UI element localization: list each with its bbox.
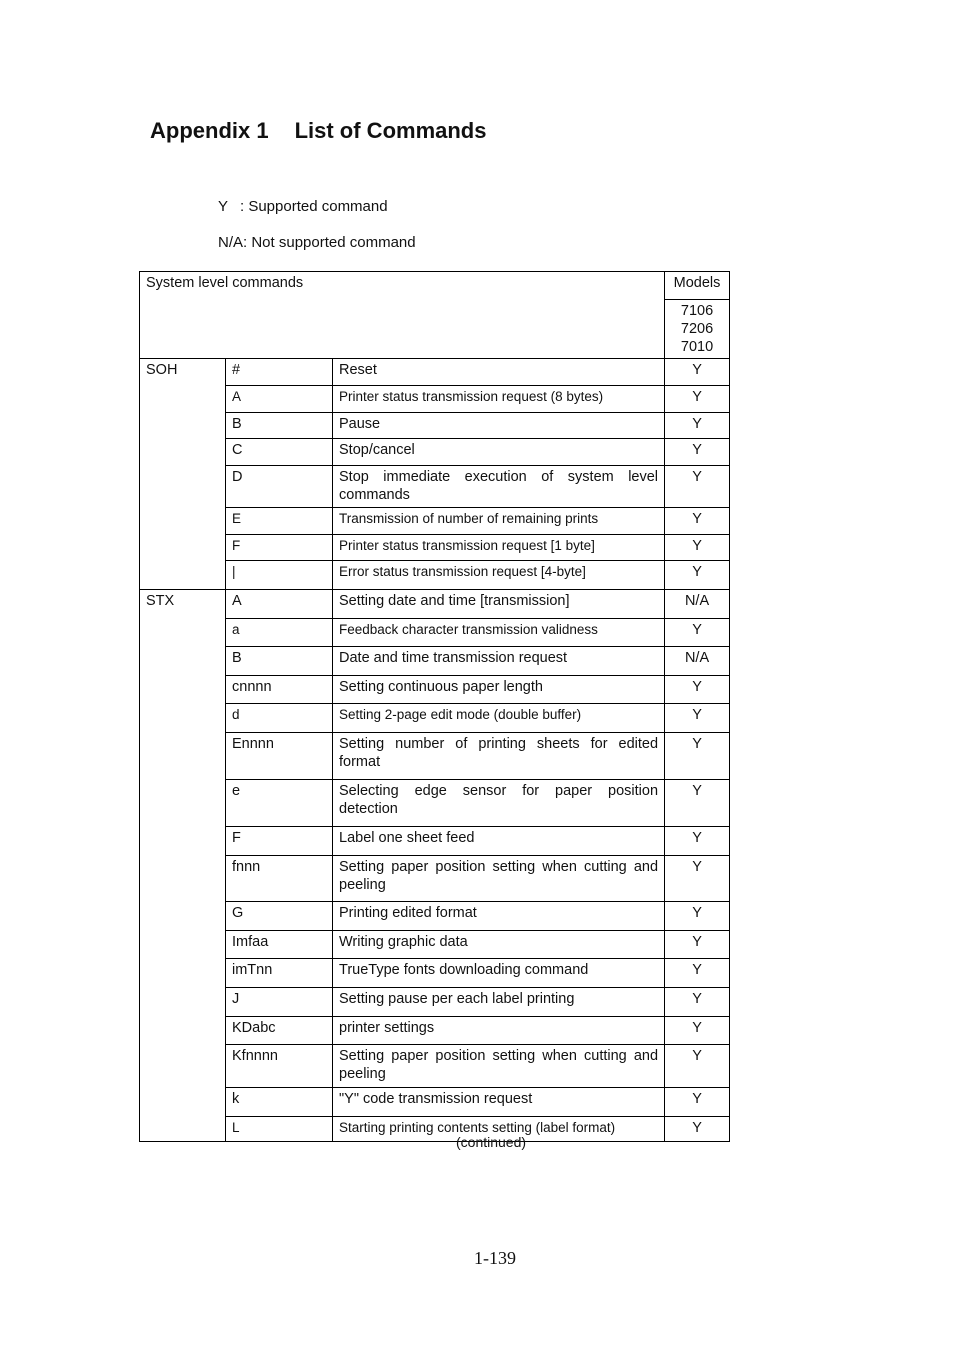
model-number: 7106 — [680, 303, 714, 319]
command-code: F — [226, 535, 333, 561]
command-description: printer settings — [333, 1017, 665, 1045]
legend-na-text: N/A: Not supported command — [218, 234, 416, 251]
command-description: Reset — [333, 359, 665, 386]
support-status: Y — [665, 1017, 730, 1045]
support-status: Y — [665, 676, 730, 704]
model-number: 7206 — [680, 321, 714, 337]
command-code: B — [226, 413, 333, 439]
support-status: Y — [665, 704, 730, 733]
page-number: 1-139 — [474, 1248, 516, 1268]
command-row — [140, 413, 730, 439]
command-description: Starting printing contents setting (label format) — [333, 1117, 665, 1142]
appendix-label: Appendix 1 — [150, 118, 269, 143]
support-status: Y — [665, 1045, 730, 1088]
support-status: N/A — [665, 647, 730, 676]
command-code: # — [226, 359, 333, 386]
command-row — [140, 856, 730, 902]
command-description: Stop immediate execution of system level commands — [333, 466, 665, 508]
command-row — [140, 439, 730, 466]
support-status: Y — [665, 466, 730, 508]
command-code: Ennnn — [226, 733, 333, 780]
command-code: L — [226, 1117, 333, 1142]
command-description: Label one sheet feed — [333, 827, 665, 856]
command-description: "Y" code transmission request — [333, 1088, 665, 1117]
support-status: N/A — [665, 590, 730, 619]
command-code: D — [226, 466, 333, 508]
command-row — [140, 590, 730, 619]
command-row — [140, 386, 730, 413]
support-status: Y — [665, 733, 730, 780]
command-row — [140, 1088, 730, 1117]
command-row — [140, 508, 730, 535]
support-status: Y — [665, 561, 730, 590]
command-description: Transmission of number of remaining prints — [333, 508, 665, 535]
command-description: Printer status transmission request [1 byte] — [333, 535, 665, 561]
command-row — [140, 988, 730, 1017]
group-name: STX — [140, 590, 226, 1142]
support-status: Y — [665, 619, 730, 647]
command-description: Setting 2-page edit mode (double buffer) — [333, 704, 665, 733]
command-description: Setting paper position setting when cutting and peeling — [333, 856, 665, 902]
support-status: Y — [665, 827, 730, 856]
command-code: E — [226, 508, 333, 535]
command-code: Imfaa — [226, 931, 333, 959]
command-code: A — [226, 590, 333, 619]
command-row — [140, 733, 730, 780]
command-row — [140, 902, 730, 931]
command-description: Selecting edge sensor for paper position detection — [333, 780, 665, 827]
command-description: Printing edited format — [333, 902, 665, 931]
command-code: a — [226, 619, 333, 647]
support-status: Y — [665, 902, 730, 931]
support-status: Y — [665, 535, 730, 561]
command-description: Setting number of printing sheets for edited format — [333, 733, 665, 780]
support-status: Y — [665, 386, 730, 413]
command-code: k — [226, 1088, 333, 1117]
model-number: 7010 — [680, 339, 714, 355]
command-row — [140, 827, 730, 856]
continued-note: (continued) — [456, 1134, 527, 1150]
command-code: Kfnnnn — [226, 1045, 333, 1088]
command-row — [140, 535, 730, 561]
command-row — [140, 647, 730, 676]
support-status: Y — [665, 931, 730, 959]
legend-y-text: : Supported command — [240, 198, 388, 215]
support-status: Y — [665, 959, 730, 988]
command-row — [140, 780, 730, 827]
command-description: Writing graphic data — [333, 931, 665, 959]
command-description: Setting paper position setting when cutting and peeling — [333, 1045, 665, 1088]
commands-table-body — [140, 272, 730, 1142]
header-models: Models — [665, 272, 730, 300]
command-description: Setting pause per each label printing — [333, 988, 665, 1017]
command-description: Date and time transmission request — [333, 647, 665, 676]
command-description: Pause — [333, 413, 665, 439]
legend-y-symbol: Y — [218, 198, 229, 215]
support-status: Y — [665, 359, 730, 386]
command-row — [140, 1017, 730, 1045]
support-status: Y — [665, 413, 730, 439]
command-code: fnnn — [226, 856, 333, 902]
command-row — [140, 704, 730, 733]
command-code: cnnnn — [226, 676, 333, 704]
command-description: Setting date and time [transmission] — [333, 590, 665, 619]
command-row — [140, 1045, 730, 1088]
command-description: Feedback character transmission validness — [333, 619, 665, 647]
command-code: B — [226, 647, 333, 676]
support-status: Y — [665, 780, 730, 827]
command-row — [140, 619, 730, 647]
command-code: | — [226, 561, 333, 590]
command-code: d — [226, 704, 333, 733]
commands-table — [139, 271, 730, 1142]
heading-label: List of Commands — [294, 118, 487, 143]
command-row — [140, 1117, 730, 1142]
command-row — [140, 676, 730, 704]
support-status: Y — [665, 1117, 730, 1142]
header-system-level: System level commands — [140, 272, 665, 359]
legend-supported — [218, 198, 388, 215]
command-code: imTnn — [226, 959, 333, 988]
command-code: KDabc — [226, 1017, 333, 1045]
command-row — [140, 931, 730, 959]
command-code: G — [226, 902, 333, 931]
command-description: Error status transmission request [4-byte] — [333, 561, 665, 590]
header-model-numbers — [665, 300, 730, 359]
command-row — [140, 959, 730, 988]
legend-not-supported — [218, 234, 416, 251]
command-code: A — [226, 386, 333, 413]
command-description: Setting continuous paper length — [333, 676, 665, 704]
command-code: F — [226, 827, 333, 856]
command-description: TrueType fonts downloading command — [333, 959, 665, 988]
command-code: e — [226, 780, 333, 827]
command-row — [140, 466, 730, 508]
group-name: SOH — [140, 359, 226, 590]
command-row — [140, 561, 730, 590]
command-code: J — [226, 988, 333, 1017]
command-description: Stop/cancel — [333, 439, 665, 466]
page-title — [150, 118, 486, 144]
command-description: Printer status transmission request (8 bytes) — [333, 386, 665, 413]
support-status: Y — [665, 439, 730, 466]
command-row — [140, 359, 730, 386]
support-status: Y — [665, 856, 730, 902]
support-status: Y — [665, 508, 730, 535]
command-code: C — [226, 439, 333, 466]
support-status: Y — [665, 988, 730, 1017]
header-row — [140, 272, 730, 300]
support-status: Y — [665, 1088, 730, 1117]
